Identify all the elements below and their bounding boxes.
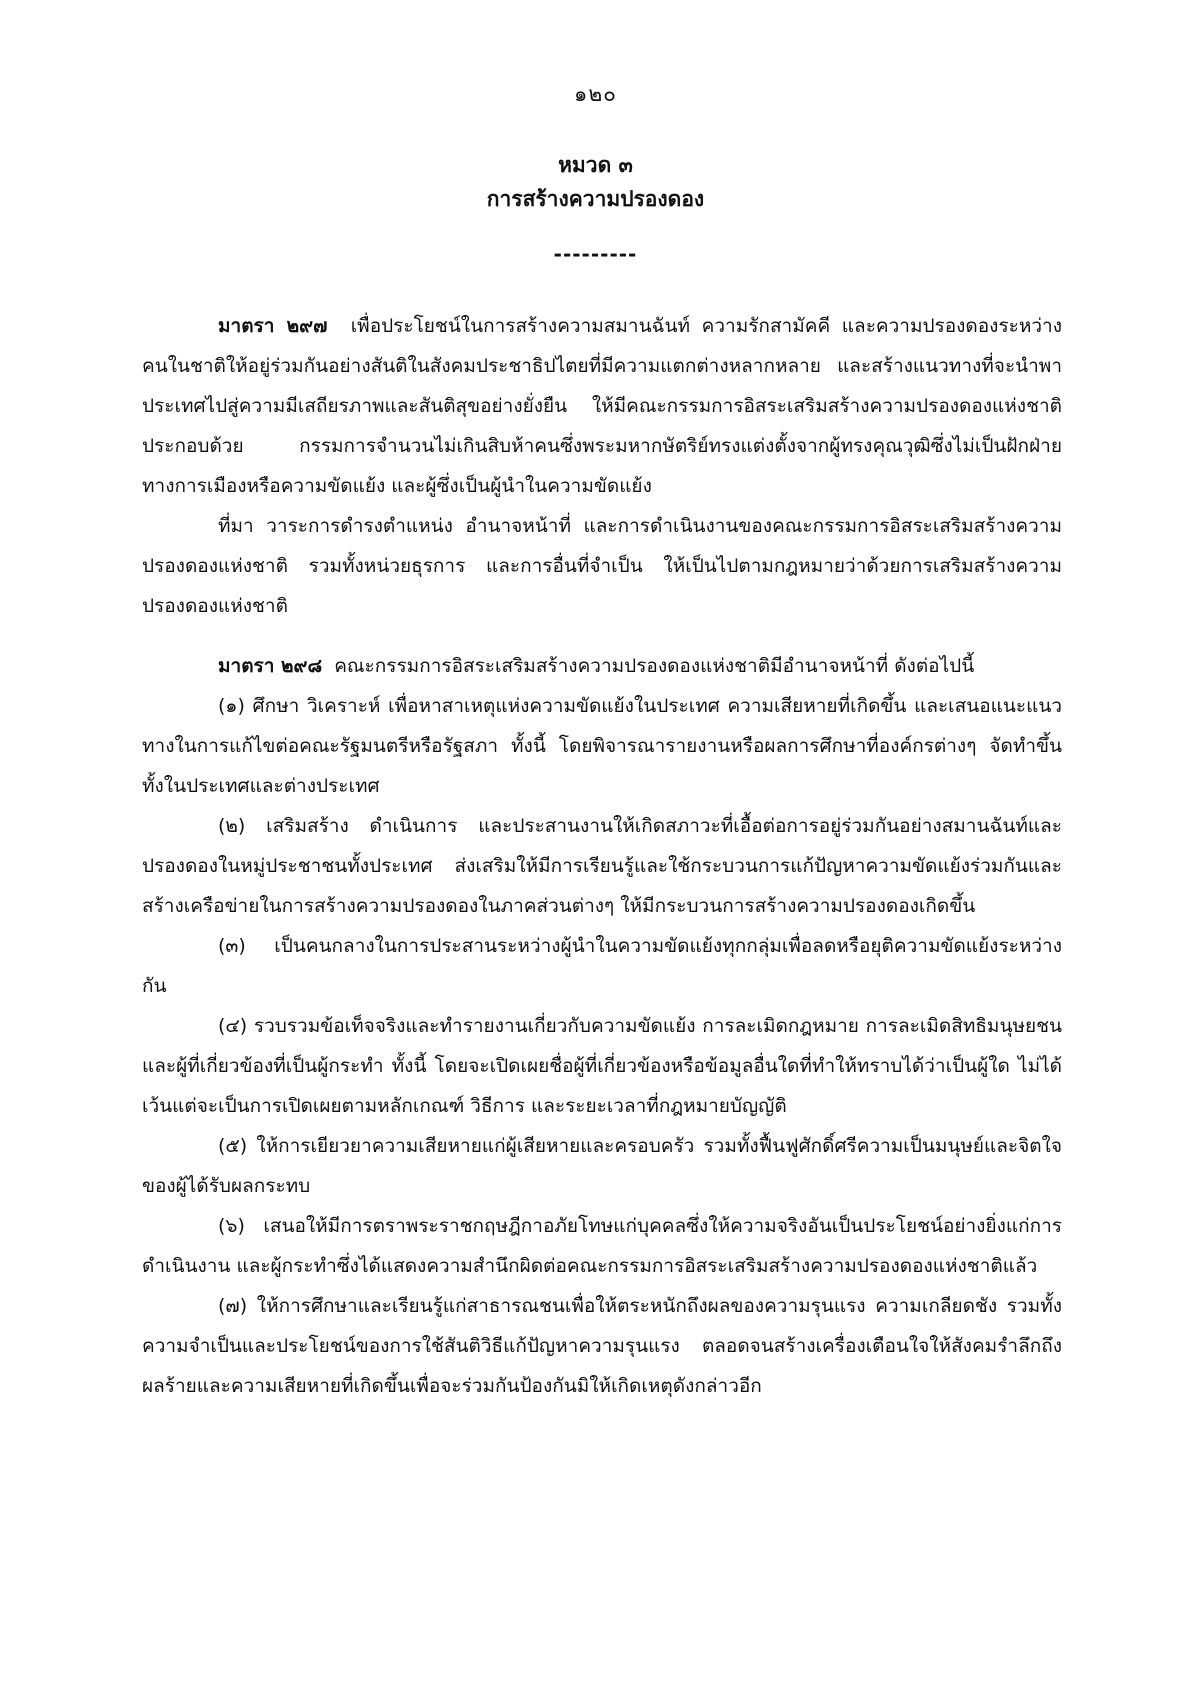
section-298-intro: คณะกรรมการอิสระเสริมสร้างความปรองดองแห่งชาติมีอำนาจหน้าที่ ดังต่อไปนี้ bbox=[334, 655, 975, 677]
section-297-text-1: เพื่อประโยชน์ในการสร้างความสมานฉันท์ ความรักสามัคคี และความปรองดองระหว่างคนในชาติให้อยู่ร่วมกันอย่างสันติในสังคมประชาธิปไตยที่มีความแตกต่างหลากหลาย และสร้างแนวทางที่จะนำพาประเทศไปสู่ความมีเสถียรภาพและสันติสุขอย่างยั่งยืน ให้มีคณะกรรมการอิสระเสริมสร้างความปรองดองแห่งชาติ ประกอบด้วย กรรมการจำนวนไม่เกินสิบห้าคนซึ่งพระมหากษัตริย์ทรงแต่งตั้งจากผู้ทรงคุณวุฒิซึ่งไม่เป็นฝักฝ่ายทางการเมืองหรือความขัดแย้ง และผู้ซึ่งเป็นผู้นำในความขัดแย้ง bbox=[142, 315, 1062, 497]
chapter-title: หมวด ๓ bbox=[558, 153, 633, 177]
chapter-subtitle: การสร้างความปรองดอง bbox=[486, 187, 705, 211]
body-text bbox=[142, 306, 1062, 1406]
section-298-item-6: (๖) เสนอให้มีการตราพระราชกฤษฎีกาอภัยโทษแก่บุคคลซึ่งให้ความจริงอันเป็นประโยชน์อย่างยิ่งแก่การดำเนินงาน และผู้กระทำซึ่งได้แสดงความสำนึกผิดต่อคณะกรรมการอิสระเสริมสร้างความปรองดองแห่งชาติแล้ว bbox=[142, 1215, 1062, 1277]
section-298-item-1: (๑) ศึกษา วิเคราะห์ เพื่อหาสาเหตุแห่งความขัดแย้งในประเทศ ความเสียหายที่เกิดขึ้น และเสนอแนะแนวทางในการแก้ไขต่อคณะรัฐมนตรีหรือรัฐสภา ทั้งนี้ โดยพิจารณารายงานหรือผลการศึกษาที่องค์กรต่างๆ จัดทำขึ้น ทั้งในประเทศและต่างประเทศ bbox=[142, 695, 1062, 797]
section-298-item-2: (๒) เสริมสร้าง ดำเนินการ และประสานงานให้เกิดสภาวะที่เอื้อต่อการอยู่ร่วมกันอย่างสมานฉันท์และปรองดองในหมู่ประชาชนทั้งประเทศ ส่งเสริมให้มีการเรียนรู้และใช้กระบวนการแก้ปัญหาความขัดแย้งร่วมกันและสร้างเครือข่ายในการสร้างความปรองดองในภาคส่วนต่างๆ ให้มีกระบวนการสร้างความปรองดองเกิดขึ้น bbox=[142, 815, 1062, 917]
heading-divider: --------- bbox=[553, 242, 638, 266]
section-298-item-5: (๕) ให้การเยียวยาความเสียหายแก่ผู้เสียหายและครอบครัว รวมทั้งฟื้นฟูศักดิ์ศรีความเป็นมนุษย์และจิตใจของผู้ได้รับผลกระทบ bbox=[142, 1135, 1062, 1197]
section-298-item-7: (๗) ให้การศึกษาและเรียนรู้แก่สาธารณชนเพื่อให้ตระหนักถึงผลของความรุนแรง ความเกลียดชัง รวมทั้งความจำเป็นและประโยชน์ของการใช้สันติวิธีแก้ปัญหาความรุนแรง ตลอดจนสร้างเครื่องเตือนใจให้สังคมรำลึกถึงผลร้ายและความเสียหายที่เกิดขึ้นเพื่อจะร่วมกันป้องกันมิให้เกิดเหตุดังกล่าวอีก bbox=[142, 1295, 1062, 1397]
page-number: ๑๒๐ bbox=[574, 82, 617, 106]
section-297-paragraph-1 bbox=[142, 306, 1062, 506]
section-298-paragraph-intro bbox=[142, 646, 1062, 686]
section-297-label: มาตรา ๒๙๗ bbox=[218, 315, 328, 337]
section-298-item-4: (๔) รวบรวมข้อเท็จจริงและทำรายงานเกี่ยวกับความขัดแย้ง การละเมิดกฎหมาย การละเมิดสิทธิมนุษยชนและผู้ที่เกี่ยวข้องที่เป็นผู้กระทำ ทั้งนี้ โดยจะเปิดเผยชื่อผู้ที่เกี่ยวข้องหรือข้อมูลอื่นใดที่ทำให้ทราบได้ว่าเป็นผู้ใด ไม่ได้ เว้นแต่จะเป็นการเปิดเผยตามหลักเกณฑ์ วิธีการ และระยะเวลาที่กฎหมายบัญญัติ bbox=[142, 1015, 1062, 1117]
section-298-item-3: (๓) เป็นคนกลางในการประสานระหว่างผู้นำในความขัดแย้งทุกกลุ่มเพื่อลดหรือยุติความขัดแย้งระหว่างกัน bbox=[142, 935, 1062, 997]
section-297-paragraph-2: ที่มา วาระการดำรงตำแหน่ง อำนาจหน้าที่ และการดำเนินงานของคณะกรรมการอิสระเสริมสร้างความปรองดองแห่งชาติ รวมทั้งหน่วยธุรการ และการอื่นที่จำเป็น ให้เป็นไปตามกฎหมายว่าด้วยการเสริมสร้างความปรองดองแห่งชาติ bbox=[142, 515, 1062, 617]
section-298-label: มาตรา ๒๙๘ bbox=[218, 655, 323, 677]
chapter-heading bbox=[0, 148, 1191, 216]
